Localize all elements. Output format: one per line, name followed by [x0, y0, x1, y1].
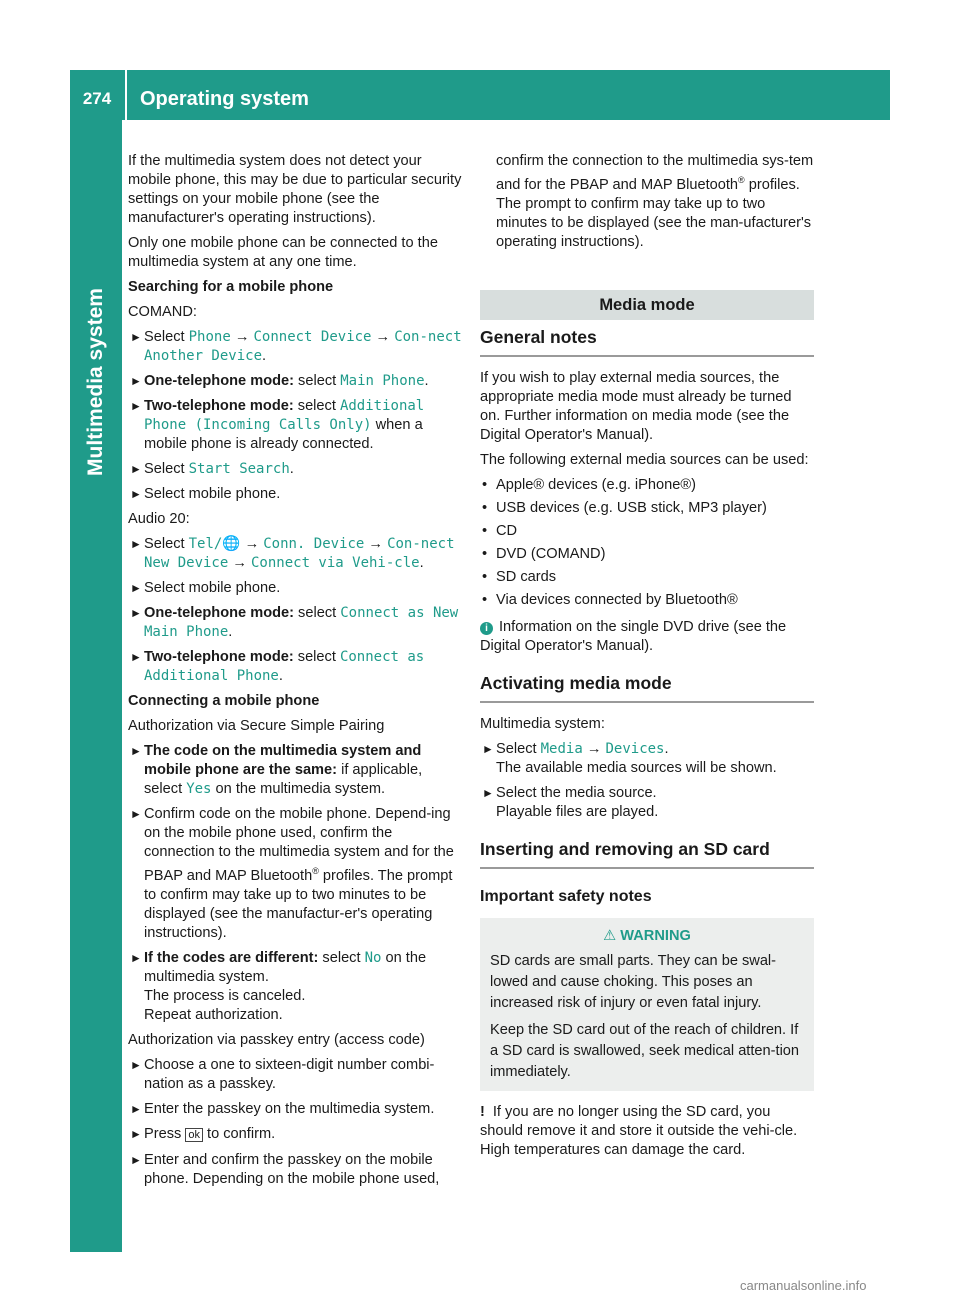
info-note: i Information on the single DVD drive (see the Digital Operator's Manual). — [480, 618, 787, 654]
menu-tel[interactable]: Tel/ — [188, 536, 223, 552]
multimedia-system-label: Multimedia system: — [480, 715, 605, 732]
list-item: • DVD (COMAND) — [482, 545, 606, 562]
step-select-mobile: ► Select mobile phone. — [130, 486, 281, 502]
step-arrow-icon: ► — [130, 330, 142, 344]
step-select-source: ► Select the media source. Playable files are played. — [482, 784, 659, 820]
warning-box — [480, 918, 814, 1091]
bullet-icon: • — [482, 476, 488, 493]
step-arrow-icon: ► — [130, 374, 142, 388]
step-arrow-icon: ► — [130, 606, 142, 620]
caution-note: ! If you are no longer using the SD card, you should remove it and store it outside the vehi‐cle. High temperatures can damage the card. — [480, 1103, 798, 1158]
header-divider — [125, 70, 127, 120]
right-column — [480, 152, 814, 1166]
step-arrow-icon: ► — [130, 744, 142, 758]
warning-text-1: SD cards are small parts. They can be swal‐lowed and cause choking. This poses an increased risk of injury or even fatal injury. — [490, 952, 777, 1011]
exclamation-icon: ! — [480, 1103, 485, 1120]
menu-phone[interactable]: Phone — [188, 329, 231, 345]
warning-title: ⚠ WARNING — [603, 927, 691, 944]
watermark: carmanualsonline.info — [740, 1278, 867, 1293]
step-select-phone: ► Select Phone → Connect Device → Con‐nect Another Device. — [130, 329, 462, 364]
globe-icon: 🌐 — [222, 536, 241, 552]
side-tab-block — [70, 1200, 122, 1252]
bullet-icon: • — [482, 545, 488, 562]
step-select-media: ► Select Media → Devices. The available media sources will be shown. — [482, 740, 777, 776]
step-arrow-icon: ► — [130, 1126, 142, 1141]
step-arrow-icon: ► — [130, 950, 142, 965]
page-number: 274 — [82, 89, 112, 108]
sd-card-heading: Inserting and removing an SD card — [480, 840, 814, 869]
step-audio-two-telephone: ► Two-telephone mode: select Connect as Additional Phone. — [130, 649, 425, 684]
menu-yes[interactable]: Yes — [186, 781, 212, 797]
step-arrow-icon: ► — [130, 399, 142, 413]
connect-heading: Connecting a mobile phone — [128, 693, 320, 709]
menu-devices[interactable]: Devices — [605, 740, 665, 757]
ssp-label: Authorization via Secure Simple Pairing — [128, 718, 385, 734]
search-heading: Searching for a mobile phone — [128, 279, 334, 295]
menu-main-phone[interactable]: Main Phone — [340, 373, 425, 389]
side-tab-label: Multimedia system — [84, 288, 107, 476]
step-arrow-icon: ► — [130, 1152, 142, 1167]
step-audio-one-telephone: ► One-telephone mode: select Connect as New Main Phone. — [130, 605, 459, 640]
page-header — [70, 70, 890, 120]
ok-key-icon: ok — [185, 1128, 203, 1142]
step-start-search: ► Select Start Search. — [130, 461, 294, 477]
step-enter-passkey: ► Enter the passkey on the multimedia system. — [130, 1100, 435, 1117]
step-arrow-icon: ► — [130, 650, 142, 664]
menu-no[interactable]: No — [364, 949, 382, 966]
menu-additional-phone[interactable]: Additional Phone (Incoming Calls Only) — [144, 398, 425, 433]
left-column — [128, 152, 462, 1195]
bullet-icon: • — [482, 499, 488, 516]
list-item: • Apple® devices (e.g. iPhone®) — [482, 476, 696, 493]
bullet-icon: • — [482, 568, 488, 585]
step-choose-passkey: ► Choose a one to sixteen-digit number combi‐nation as a passkey. — [130, 1056, 435, 1092]
intro-paragraph: If the multimedia system does not detect your mobile phone, this may be due to particular security settings on your mobile phone (see the manufacturer's operating instructions). — [128, 153, 462, 226]
list-item: • CD — [482, 522, 518, 539]
menu-connect-device[interactable]: Connect Device — [253, 329, 372, 345]
step-confirm-code: ► Confirm code on the mobile phone. Depend‐ing on the mobile phone used, confirm the connection to the multimedia system and for the PBAP and MAP Bluetooth® profiles. The prompt to confirm may take up to two minutes to be displayed (see the manufactur‐er's operating instructions). — [130, 806, 454, 941]
warning-icon: ⚠ — [603, 927, 621, 944]
continued-paragraph: confirm the connection to the multimedia sys‐tem and for the PBAP and MAP Bluetooth® profiles. The prompt to confirm may take up to two minutes to be displayed (see the man‐ufacturer's operating instructions). — [496, 153, 814, 250]
info-icon: i — [480, 622, 493, 635]
menu-start-search[interactable]: Start Search — [188, 461, 290, 477]
audio-label: Audio 20: — [128, 511, 190, 527]
activating-heading: Activating media mode — [480, 674, 814, 703]
menu-conn-device[interactable]: Conn. Device — [263, 536, 365, 552]
general-paragraph-2: The following external media sources can be used: — [480, 451, 809, 468]
step-press-ok: ► Press ok to confirm. — [130, 1125, 276, 1142]
comand-label: COMAND: — [128, 304, 197, 320]
step-codes-same: ► The code on the multimedia system and mobile phone are the same: if applicable, select Yes on the multimedia system. — [130, 743, 423, 797]
passkey-label: Authorization via passkey entry (access code) — [128, 1031, 425, 1048]
menu-media[interactable]: Media — [540, 740, 583, 757]
general-notes-heading: General notes — [480, 328, 814, 357]
step-arrow-icon: ► — [130, 462, 142, 476]
step-arrow-icon: ► — [130, 1101, 142, 1116]
section-media-mode: Media mode — [480, 290, 814, 320]
step-arrow-icon: ► — [130, 537, 142, 551]
list-item: • Via devices connected by Bluetooth® — [482, 591, 738, 608]
step-audio-select-mobile: ► Select mobile phone. — [130, 580, 281, 596]
list-item: • SD cards — [482, 568, 557, 585]
menu-connect-additional-phone[interactable]: Connect as Additional Phone — [144, 649, 425, 684]
general-paragraph-1: If you wish to play external media sources, the appropriate media mode must already be turned on. Further information on media mode (see the Digital Operator's Manual). — [480, 369, 792, 443]
bullet-icon: • — [482, 522, 488, 539]
warning-text-2: Keep the SD card out of the reach of children. If a SD card is swallowed, seek medical atten‐tion immediately. — [490, 1021, 800, 1080]
step-arrow-icon: ► — [482, 741, 494, 756]
list-item: • USB devices (e.g. USB stick, MP3 player) — [482, 499, 767, 516]
menu-connect-via-vehicle[interactable]: Connect via Vehi‐cle — [251, 555, 420, 571]
step-arrow-icon: ► — [482, 785, 494, 800]
page-title: Operating system — [140, 88, 309, 110]
step-arrow-icon: ► — [130, 1057, 142, 1072]
bullet-icon: • — [482, 591, 488, 608]
safety-heading: Important safety notes — [480, 887, 652, 905]
step-one-telephone: ► One-telephone mode: select Main Phone. — [130, 373, 429, 389]
menu-connect-another-device[interactable]: Con‐nect Another Device — [144, 329, 462, 364]
step-codes-different: ► If the codes are different: select No on the multimedia system. The process is canceled. Repeat authorization. — [130, 949, 427, 1023]
step-arrow-icon: ► — [130, 487, 142, 501]
step-arrow-icon: ► — [130, 807, 142, 821]
menu-connect-new-device[interactable]: Con‐nect New Device — [144, 536, 455, 571]
step-audio-select: ► Select Tel/🌐 → Conn. Device → Con‐nect New Device → Connect via Vehi‐cle. — [130, 536, 455, 571]
step-enter-confirm-passkey: ► Enter and confirm the passkey on the mobile phone. Depending on the mobile phone used, — [130, 1151, 440, 1187]
step-arrow-icon: ► — [130, 581, 142, 595]
menu-connect-new-main-phone[interactable]: Connect as New Main Phone — [144, 605, 459, 640]
one-phone-paragraph: Only one mobile phone can be connected to the multimedia system at any one time. — [128, 235, 438, 270]
side-tab-label-wrap — [70, 120, 122, 660]
step-two-telephone: ► Two-telephone mode: select Additional Phone (Incoming Calls Only) when a mobile phone is already connected. — [130, 398, 425, 452]
